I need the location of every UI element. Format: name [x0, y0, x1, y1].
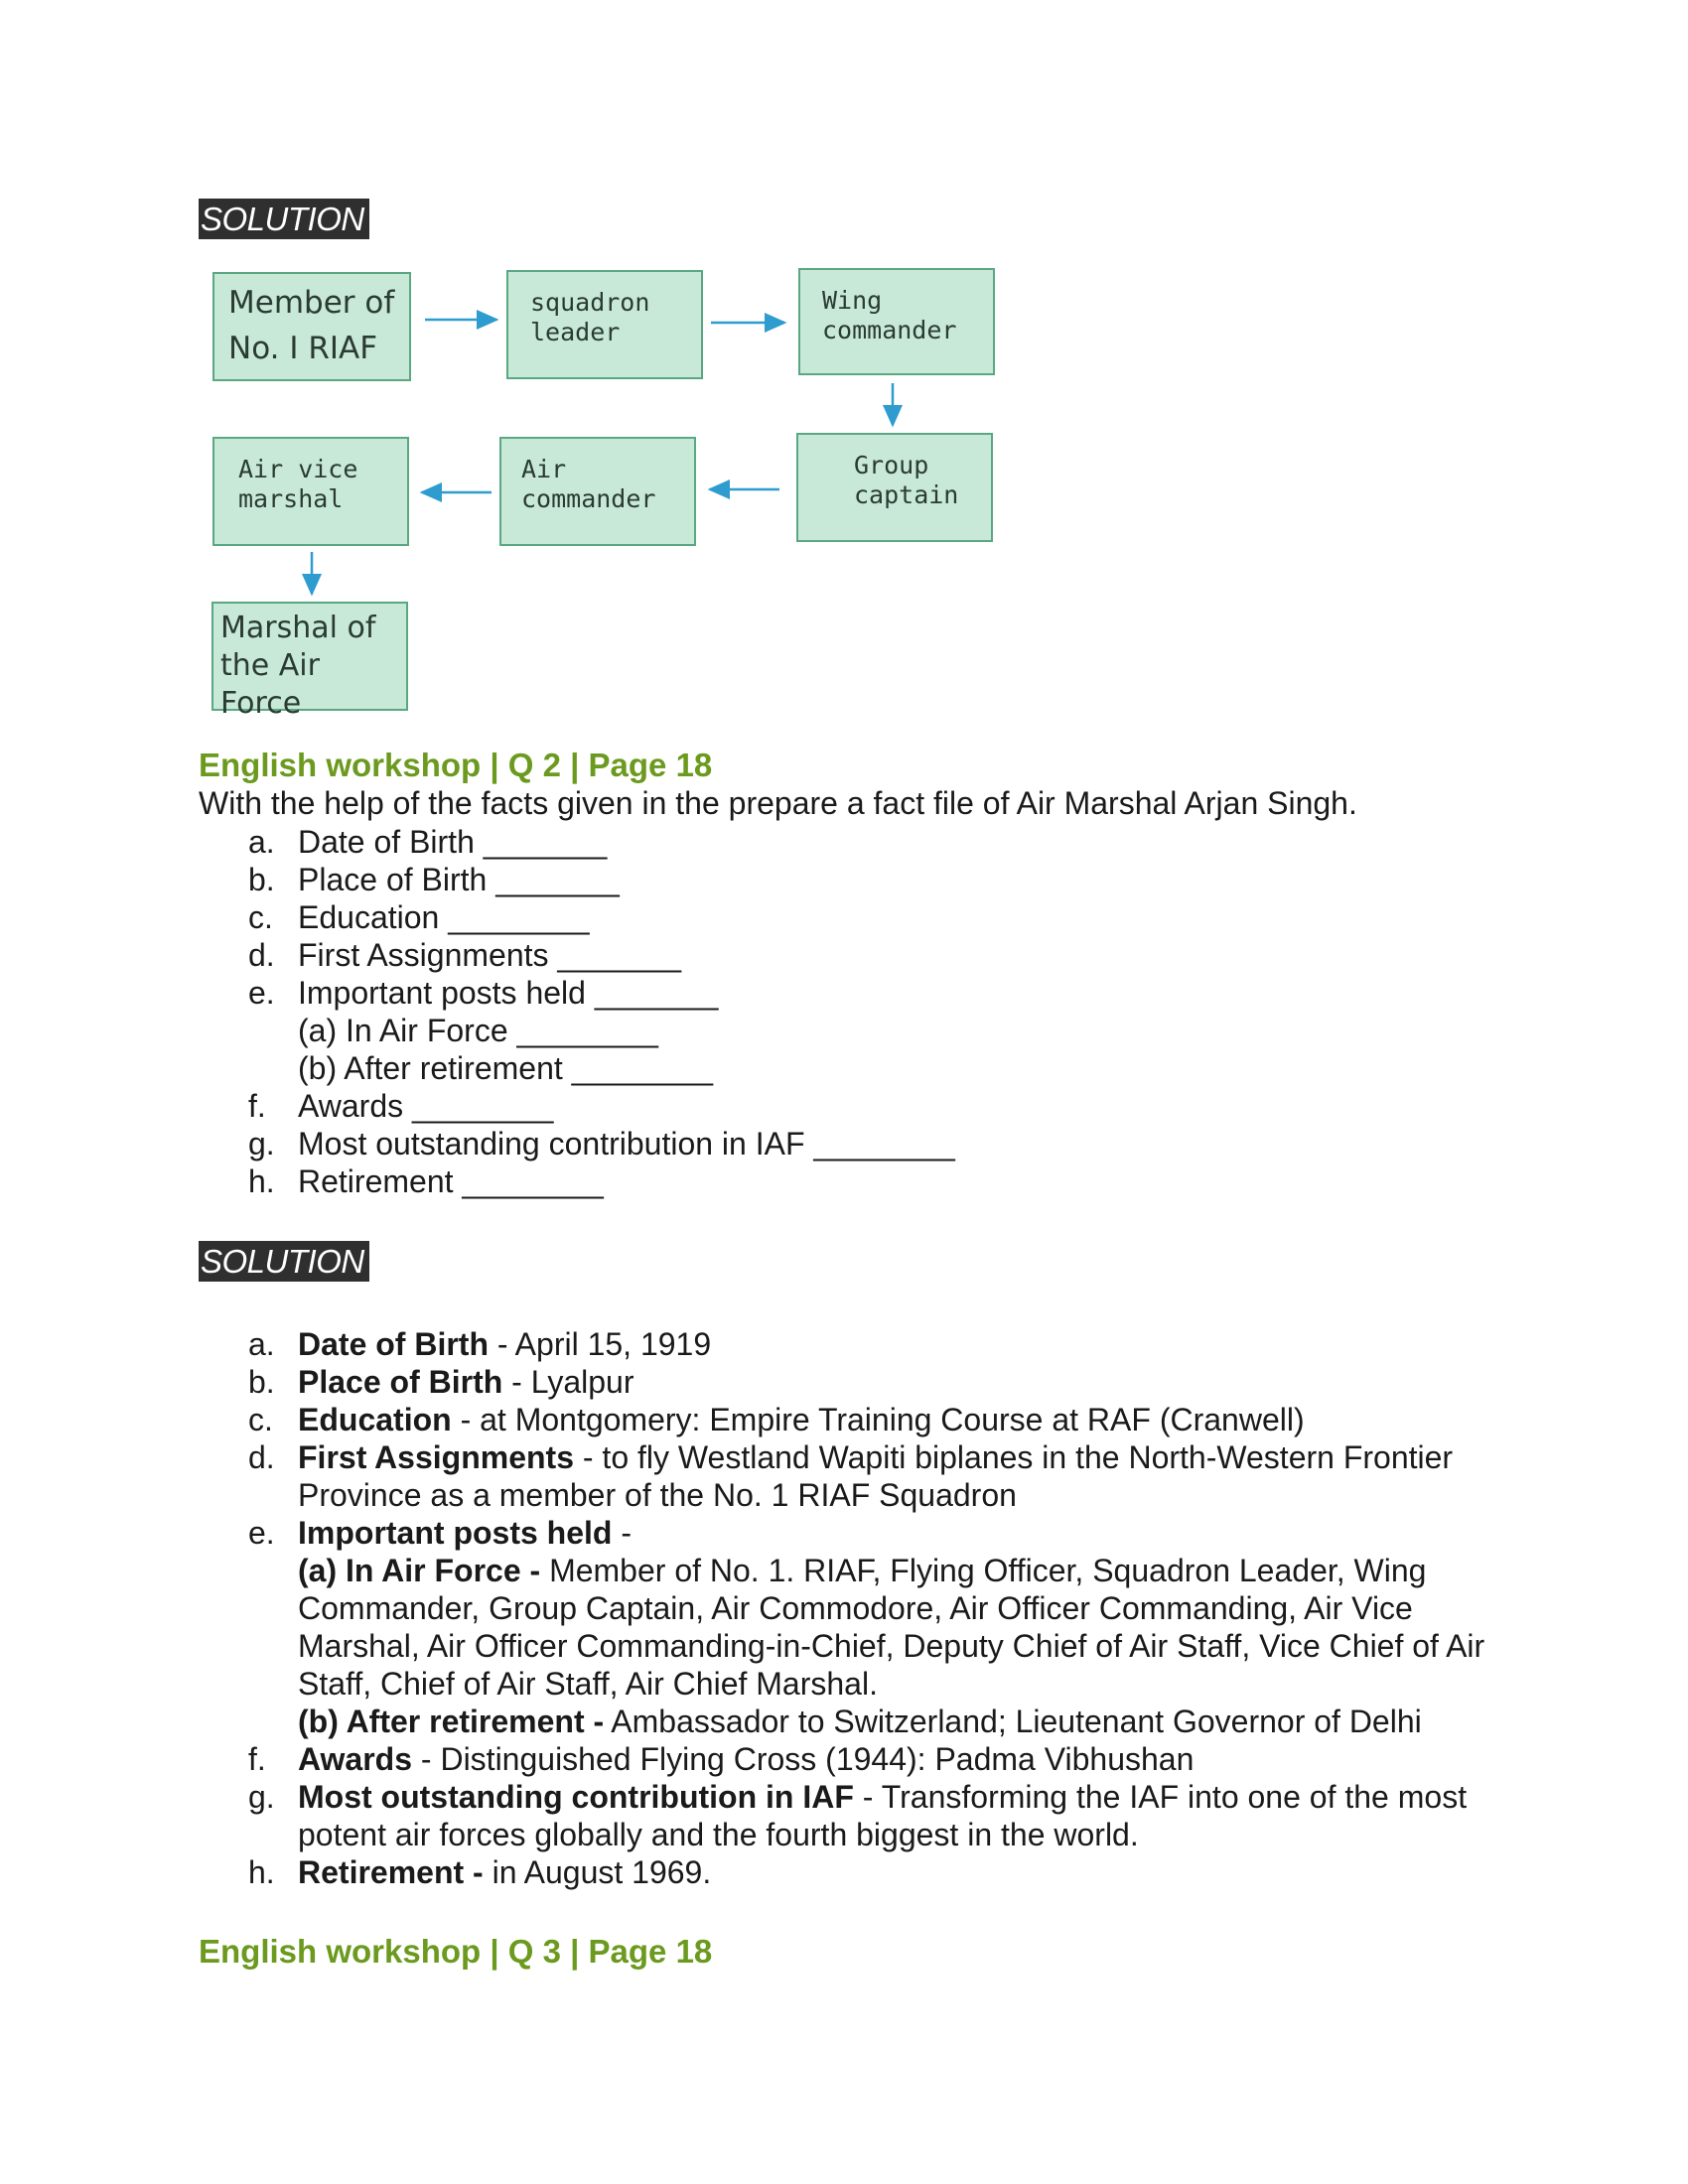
sub-answer-in-air-force: [298, 1552, 1509, 1703]
list-marker: g.: [248, 1126, 275, 1161]
sub-answer-text: Member of No. 1. RIAF, Flying Officer, Squadron Leader, Wing Commander, Group Captain, Air Commodore, Air Officer Commanding, Air Vice Marshal, Air Officer Commanding-in-Chief, Deputy Chief of Air Staff, Vice Chief of Air Staff, Chief of Air Staff, Air Chief Marshal.: [298, 1553, 1485, 1702]
answer-label: Date of Birth: [298, 1326, 489, 1362]
answer-text: - Transforming the IAF into one of the most potent air forces globally and the fourth biggest in the world.: [298, 1779, 1468, 1852]
list-item: [248, 1438, 1509, 1514]
q2-question-list: [248, 823, 1509, 1200]
list-marker: d.: [248, 1439, 275, 1475]
sub-item-in-air-force: (a) In Air Force ________: [298, 1013, 658, 1048]
answer-label: First Assignments: [298, 1439, 574, 1475]
list-item: [248, 1162, 1509, 1200]
list-marker: c.: [248, 1402, 273, 1437]
list-item: [248, 1325, 1509, 1363]
answer-text: - Distinguished Flying Cross (1944): Padma Vibhushan: [412, 1741, 1195, 1777]
list-item: [248, 1778, 1509, 1853]
answer-text: -: [612, 1515, 632, 1551]
list-item-text: Important posts held _______: [298, 975, 719, 1011]
solution-badge: SOLUTION: [199, 1241, 369, 1282]
flow-box-air-vice-marshal: Air vice marshal: [212, 437, 409, 546]
list-marker: f.: [248, 1741, 266, 1777]
flow-box-member: Member of No. I RIAF: [212, 272, 411, 381]
flow-box-wing-commander: Wing commander: [798, 268, 995, 375]
flow-box-marshal-of-the-air-force: Marshal of the Air Force: [211, 602, 408, 711]
list-marker: g.: [248, 1779, 275, 1815]
list-item: [248, 823, 1509, 861]
flow-box-air-commander: Air commander: [499, 437, 696, 546]
list-marker: h.: [248, 1854, 275, 1890]
list-item: [248, 1087, 1509, 1125]
list-item: [248, 1853, 1509, 1891]
list-item: [248, 861, 1509, 898]
list-marker: c.: [248, 899, 273, 935]
list-item-text: Retirement ________: [298, 1163, 604, 1199]
list-item: [248, 1514, 1509, 1740]
list-marker: d.: [248, 937, 275, 973]
list-marker: a.: [248, 1326, 275, 1362]
list-item: [248, 974, 1509, 1087]
flow-box-group-captain: Group captain: [796, 433, 993, 542]
answer-label: Place of Birth: [298, 1364, 503, 1400]
answer-label: Education: [298, 1402, 452, 1437]
answer-text: - April 15, 1919: [489, 1326, 712, 1362]
list-marker: a.: [248, 824, 275, 860]
flowchart-arrows: [0, 0, 1092, 754]
q3-heading: English workshop | Q 3 | Page 18: [199, 1933, 713, 1970]
answer-text: - at Montgomery: Empire Training Course at RAF (Cranwell): [451, 1402, 1305, 1437]
answer-label: Most outstanding contribution in IAF: [298, 1779, 854, 1815]
list-item: [248, 1363, 1509, 1401]
sub-answer-text: Ambassador to Switzerland; Lieutenant Governor of Delhi: [604, 1704, 1422, 1739]
q2-heading: English workshop | Q 2 | Page 18: [199, 747, 713, 783]
list-item: [248, 1125, 1509, 1162]
list-item-text: Most outstanding contribution in IAF ________: [298, 1126, 955, 1161]
list-item-text: Awards ________: [298, 1088, 554, 1124]
list-item: [248, 898, 1509, 936]
list-item-text: First Assignments _______: [298, 937, 681, 973]
list-marker: h.: [248, 1163, 275, 1199]
list-marker: e.: [248, 1515, 275, 1551]
list-item-text: Place of Birth _______: [298, 862, 620, 897]
list-marker: b.: [248, 1364, 275, 1400]
list-item: [248, 1401, 1509, 1438]
answer-text: - Lyalpur: [502, 1364, 634, 1400]
list-item-text: Date of Birth _______: [298, 824, 608, 860]
answer-label: Important posts held: [298, 1515, 613, 1551]
answer-label: Awards: [298, 1741, 413, 1777]
sub-answer-label: (a) In Air Force -: [298, 1553, 541, 1588]
list-marker: f.: [248, 1088, 266, 1124]
list-item: [248, 936, 1509, 974]
q2-prompt: With the help of the facts given in the prepare a fact file of Air Marshal Arjan Singh.: [199, 785, 1357, 821]
flow-box-squadron-leader: squadron leader: [506, 270, 703, 379]
answer-text: in August 1969.: [483, 1854, 712, 1890]
list-marker: e.: [248, 975, 275, 1011]
sub-item-after-retirement: (b) After retirement ________: [298, 1050, 714, 1086]
sub-answer-after-retirement: [298, 1703, 1509, 1740]
sub-answer-label: (b) After retirement -: [298, 1704, 605, 1739]
list-item-text: Education ________: [298, 899, 590, 935]
answer-text: - to fly Westland Wapiti biplanes in the North-Western Frontier Province as a member of the No. 1 RIAF Squadron: [298, 1439, 1454, 1513]
list-marker: b.: [248, 862, 275, 897]
q2-answer-list: [248, 1325, 1509, 1891]
solution-badge: SOLUTION: [199, 199, 369, 239]
list-item: [248, 1740, 1509, 1778]
answer-label: Retirement -: [298, 1854, 484, 1890]
